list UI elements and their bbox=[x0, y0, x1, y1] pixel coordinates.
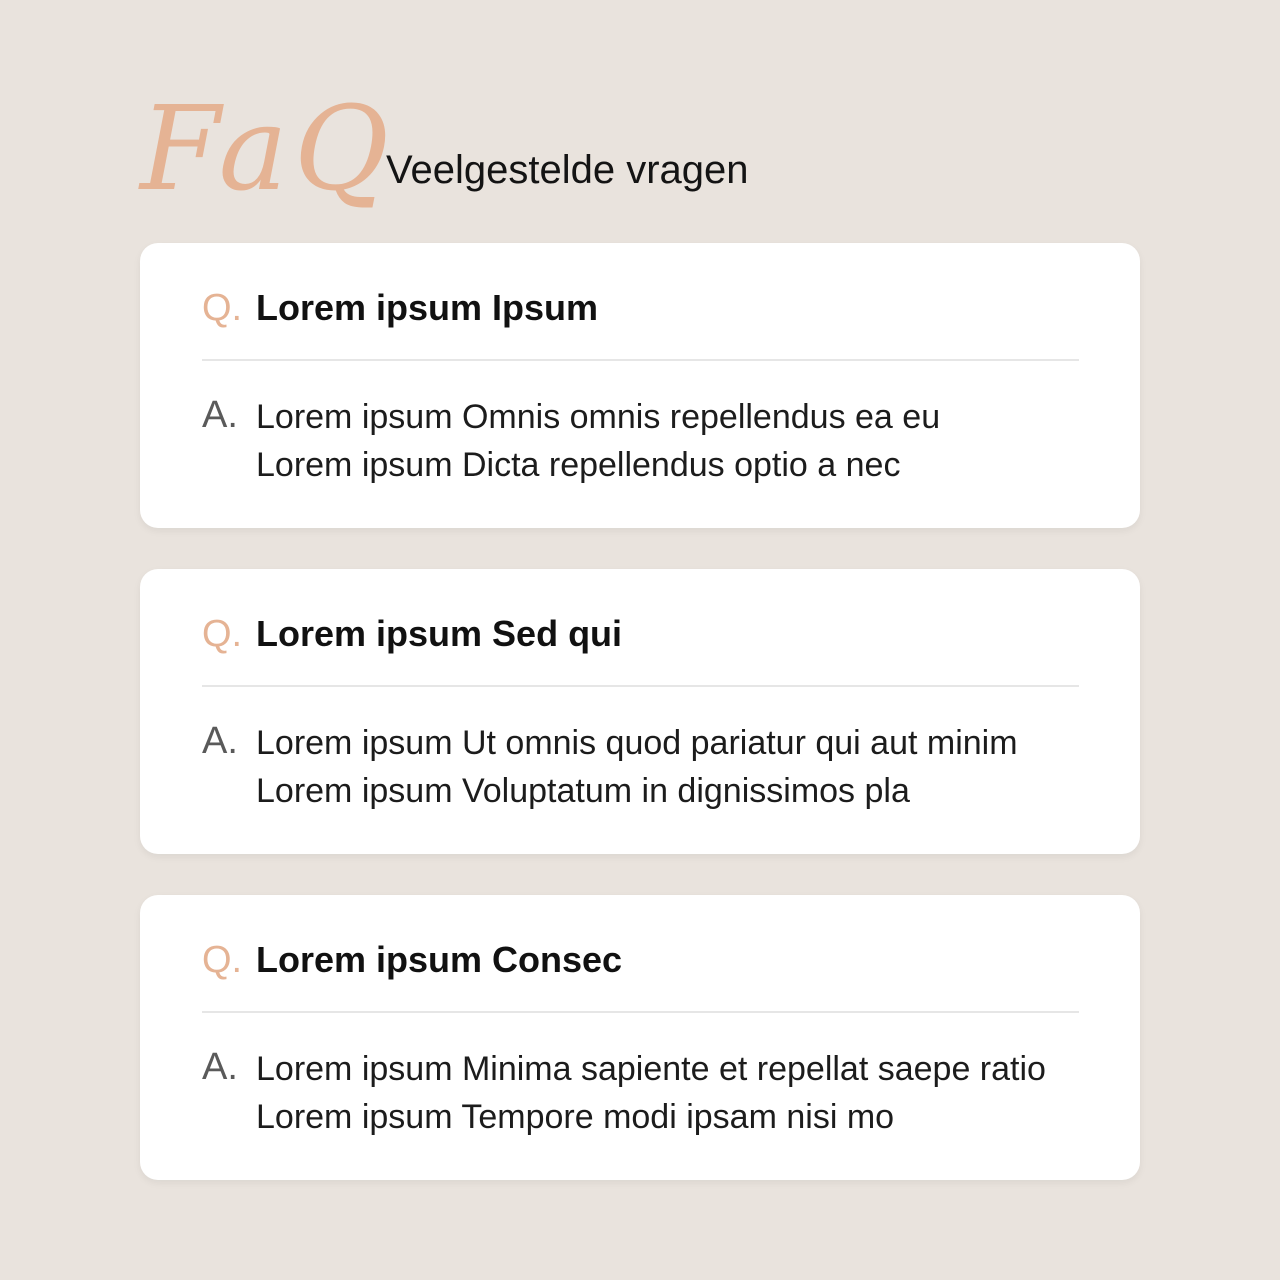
page-title: Veelgestelde vragen bbox=[386, 148, 749, 192]
question-text: Lorem ipsum Ipsum bbox=[256, 287, 599, 328]
answer-text bbox=[256, 1045, 1116, 1141]
answer-line: Lorem ipsum Omnis omnis repellendus ea eu bbox=[256, 398, 941, 436]
answer-line: Lorem ipsum Tempore modi ipsam nisi mo bbox=[256, 1098, 895, 1136]
question-text: Lorem ipsum Sed qui bbox=[256, 613, 623, 654]
divider bbox=[202, 685, 1079, 687]
page-header bbox=[140, 82, 1140, 217]
question-row bbox=[202, 287, 598, 331]
answer-marker: A. bbox=[202, 1046, 238, 1088]
answer-text bbox=[256, 719, 1116, 815]
question-row bbox=[202, 939, 622, 983]
answer-line: Lorem ipsum Voluptatum in dignissimos pla bbox=[256, 772, 910, 810]
answer-marker: A. bbox=[202, 394, 238, 436]
question-text: Lorem ipsum Consec bbox=[256, 939, 623, 980]
question-row bbox=[202, 613, 622, 657]
answer-line: Lorem ipsum Dicta repellendus optio a nec bbox=[256, 446, 901, 484]
faq-logo: FaQ bbox=[140, 82, 395, 217]
divider bbox=[202, 359, 1079, 361]
question-marker: Q. bbox=[202, 939, 243, 981]
answer-marker: A. bbox=[202, 720, 238, 762]
answer-text bbox=[256, 393, 1116, 489]
answer-line: Lorem ipsum Minima sapiente et repellat saepe ratio bbox=[256, 1050, 1046, 1088]
answer-line: Lorem ipsum Ut omnis quod pariatur qui aut minim bbox=[256, 724, 1018, 762]
question-marker: Q. bbox=[202, 613, 243, 655]
faq-card bbox=[140, 243, 1140, 528]
divider bbox=[202, 1011, 1079, 1013]
faq-card bbox=[140, 569, 1140, 854]
question-marker: Q. bbox=[202, 287, 243, 329]
faq-card bbox=[140, 895, 1140, 1180]
